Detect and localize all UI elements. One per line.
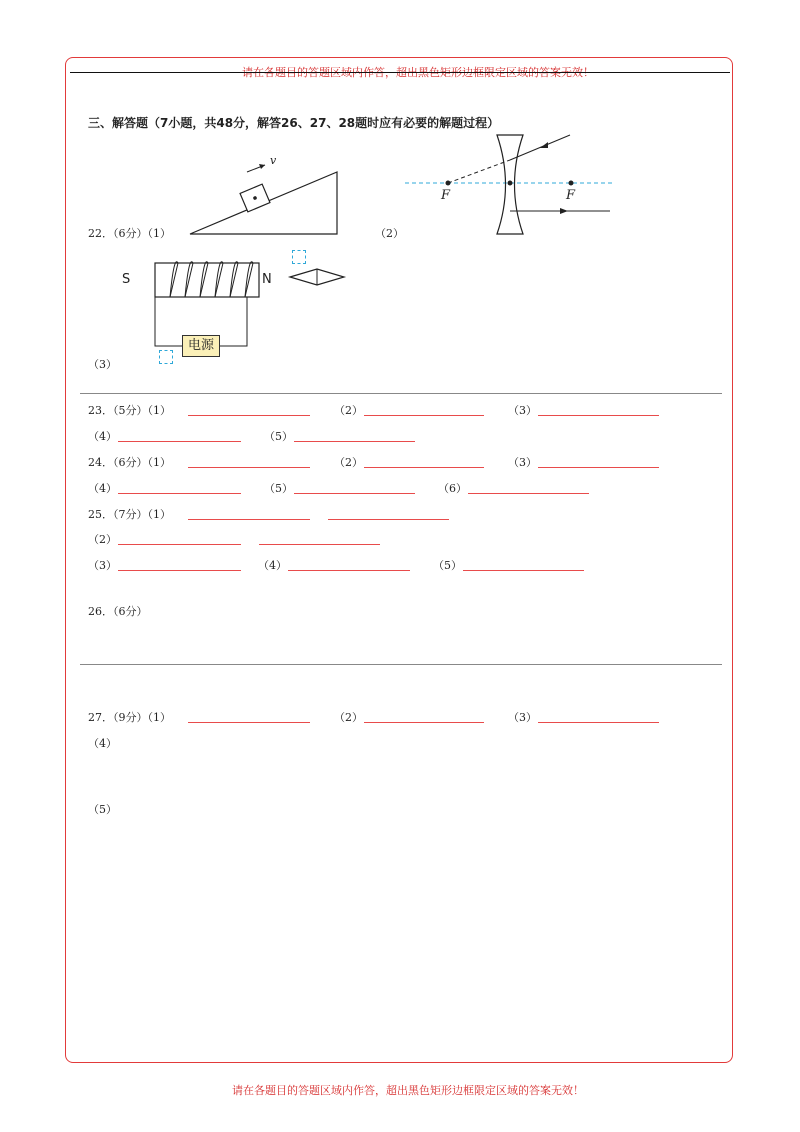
- answer-area-frame: [65, 57, 733, 1063]
- q25-answer-4[interactable]: [288, 570, 410, 571]
- q23-answer-2[interactable]: [364, 415, 484, 416]
- q23-part5-label: （5）: [264, 430, 293, 443]
- q27-part5-label: （5）: [88, 803, 117, 816]
- q24-answer-1[interactable]: [188, 467, 310, 468]
- q25-answer-2b[interactable]: [259, 544, 380, 545]
- q25-part2-label: （2）: [88, 533, 117, 546]
- q27-answer-2[interactable]: [364, 722, 484, 723]
- q25-answer-3[interactable]: [118, 570, 241, 571]
- q27-part3-label: （3）: [508, 711, 537, 724]
- q23-part2-label: （2）: [334, 404, 363, 417]
- focus-right-label: F: [566, 188, 576, 203]
- q24-answer-4[interactable]: [118, 493, 241, 494]
- q24-answer-2[interactable]: [364, 467, 484, 468]
- q25-part5-label: （5）: [433, 559, 462, 572]
- pole-n-label: N: [262, 272, 272, 287]
- q27-part4-label: （4）: [88, 737, 117, 750]
- q27-answer-3[interactable]: [538, 722, 659, 723]
- q24-part3-label: （3）: [508, 456, 537, 469]
- q24-part4-label: （4）: [88, 482, 117, 495]
- answer-box-power[interactable]: [159, 350, 173, 364]
- q25-part3-label: （3）: [88, 559, 117, 572]
- bottom-notice: 请在各题目的答题区域内作答，超出黑色矩形边框限定区域的答案无效！: [232, 1084, 584, 1097]
- q22-part2-label: （2）: [375, 227, 404, 240]
- q27-part2-label: （2）: [334, 711, 363, 724]
- q25-answer-1b[interactable]: [328, 519, 449, 520]
- q23-part4-label: （4）: [88, 430, 117, 443]
- q24-label: 24．（6分）（1）: [88, 456, 171, 469]
- q24-answer-3[interactable]: [538, 467, 659, 468]
- power-source-label: 电源: [182, 335, 220, 357]
- q25-answer-1a[interactable]: [188, 519, 310, 520]
- top-notice: 请在各题目的答题区域内作答，超出黑色矩形边框限定区域的答案无效！: [242, 66, 594, 79]
- focus-left-label: F: [441, 188, 451, 203]
- q22-label: 22．（6分）（1）: [88, 227, 171, 240]
- q23-part3-label: （3）: [508, 404, 537, 417]
- pole-s-label: S: [122, 272, 131, 287]
- q27-answer-1[interactable]: [188, 722, 310, 723]
- separator-2: [80, 664, 722, 665]
- q24-part5-label: （5）: [264, 482, 293, 495]
- q24-answer-6[interactable]: [468, 493, 589, 494]
- q25-answer-2a[interactable]: [118, 544, 241, 545]
- separator-1: [80, 393, 722, 394]
- q25-label: 25．（7分）（1）: [88, 508, 171, 521]
- q24-part2-label: （2）: [334, 456, 363, 469]
- concave-lens-diagram: [400, 130, 620, 240]
- section-title: 三、解答题（7小题，共48分，解答26、27、28题时应有必要的解题过程）: [88, 116, 500, 130]
- q26-label: 26．（6分）: [88, 605, 148, 618]
- q23-answer-3[interactable]: [538, 415, 659, 416]
- solenoid-diagram: [140, 255, 360, 365]
- q24-part6-label: （6）: [438, 482, 467, 495]
- q24-answer-5[interactable]: [294, 493, 415, 494]
- top-rule: [70, 72, 730, 73]
- q22-part3-label: （3）: [88, 358, 117, 371]
- q23-label: 23．（5分）（1）: [88, 404, 171, 417]
- q25-answer-5[interactable]: [463, 570, 584, 571]
- q25-part4-label: （4）: [258, 559, 287, 572]
- velocity-symbol: v: [270, 154, 277, 167]
- q23-answer-5[interactable]: [294, 441, 415, 442]
- answer-box-compass[interactable]: [292, 250, 306, 264]
- incline-diagram: [185, 152, 345, 242]
- q23-answer-1[interactable]: [188, 415, 310, 416]
- q23-answer-4[interactable]: [118, 441, 241, 442]
- q27-label: 27．（9分）（1）: [88, 711, 171, 724]
